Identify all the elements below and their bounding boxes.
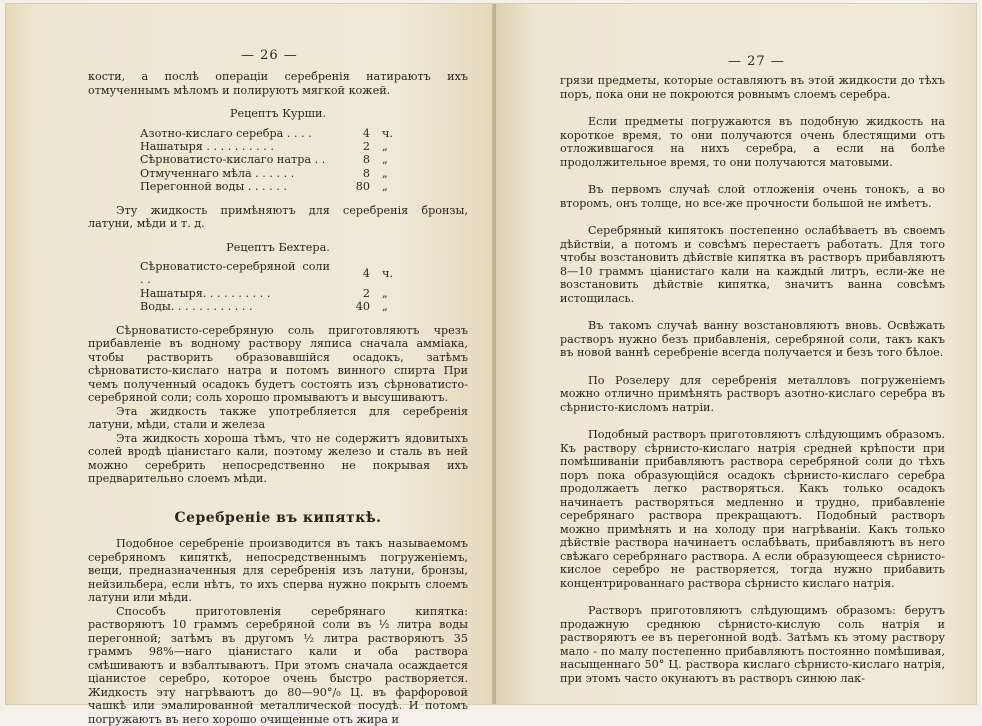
intro-paragraph: кости, а послѣ операціи серебренія натираютъ ихъ отмученнымъ мѣломъ и полируютъ мягкой кожей. bbox=[88, 70, 468, 97]
recipe-bekhter-table bbox=[140, 260, 402, 314]
recipe-row bbox=[140, 260, 402, 287]
ingredient-unit: „ bbox=[382, 286, 388, 300]
ingredient-unit: „ bbox=[382, 300, 388, 314]
paragraph: Если предметы погружаются въ подобную жидкость на короткое время, то они получаются очень блестящими отъ отложившагося на нихъ серебра, а если на болѣе продолжительное время, то они получаются матовыми. bbox=[560, 115, 945, 169]
left-page bbox=[6, 4, 496, 726]
paragraph: Растворъ приготовляютъ слѣдующимъ образомъ: берутъ продажную среднюю сѣрнисто-кислую соль натрія и растворяютъ ее въ перегонной водѣ. Затѣмъ къ этому раствору мало - по малу постепенно прибавляютъ постоянно помѣшивая, насыщеннаго 50° Ц. раствора кислаго сѣрнисто-кислаго натрія, при этомъ часто окунаютъ въ растворъ синюю лак- bbox=[560, 604, 945, 685]
paragraph: грязи предметы, которые оставляютъ въ этой жидкости до тѣхъ поръ, пока они не покроются ровнымъ слоемъ серебра. bbox=[560, 74, 945, 101]
ingredient-qty: 2 bbox=[362, 139, 370, 153]
ingredient-qty: 4 bbox=[362, 266, 370, 280]
ingredient-name: Сѣрноватисто-серебряной соли . . bbox=[140, 260, 330, 287]
page-number-left: — 26 — bbox=[241, 48, 298, 63]
recipe-kurshi-table bbox=[140, 127, 402, 194]
recipe-row bbox=[140, 180, 402, 193]
ingredient-name: Азотно-кислаго серебра . . . . bbox=[140, 126, 312, 140]
paragraph: Въ такомъ случаѣ ванну возстановляютъ вновь. Освѣжать растворъ нужно безъ прибавленія, серебряной соли, такъ какъ въ новой ваннѣ серебреніе всегда получается и безъ того бѣлое. bbox=[560, 319, 945, 359]
paragraph: Сѣрноватисто-серебряную соль приготовляютъ чрезъ прибавленіе въ водному раствору ляписа сначала аммiака, чтобы растворить образовавшійся осадокъ, затѣмъ сѣрноватисто-кислаго натра и потомъ винного спирта При чемъ полученный осадокъ будетъ состоять изъ сѣрноватисто-серебряной соли; соль хорошо промываютъ и высушиваютъ. bbox=[88, 323, 468, 405]
ingredient-unit: „ bbox=[382, 180, 388, 194]
ingredient-name: Воды. . . . . . . . . . . . bbox=[140, 300, 253, 314]
ingredient-qty: 4 bbox=[362, 126, 370, 140]
ingredient-name: Нашатыря . . . . . . . . . . bbox=[140, 139, 274, 153]
book-spread bbox=[6, 4, 976, 726]
recipe-row bbox=[140, 153, 402, 166]
ingredient-name: Перегонной воды . . . . . . bbox=[140, 180, 287, 194]
paragraph: Въ первомъ случаѣ слой отложенія очень тонокъ, а во второмъ, онъ толще, но все-же прочности большой не имѣетъ. bbox=[560, 183, 945, 210]
recipe-title-kurshi: Рецептъ Курши. bbox=[229, 107, 327, 120]
paragraph: Эта жидкость также употребляется для серебренія латуни, мѣди, стали и железа bbox=[88, 404, 468, 432]
ingredient-unit: „ bbox=[382, 139, 388, 153]
left-page-text bbox=[88, 70, 468, 726]
paragraph: Подобное серебреніе производится въ такъ называемомъ серебряномъ кипяткѣ, непосредственнымъ погруженіемъ, вещи, предназначенныя для серебренія изъ латуни, бронзы, нейзильбера, если нѣтъ, то ихъ сперва нужно покрыть слоемъ латуни или мѣди. bbox=[88, 537, 468, 605]
recipe-row bbox=[140, 127, 402, 140]
right-page-text bbox=[560, 74, 945, 685]
ingredient-name: Сѣрноватисто-кислаго натра . . bbox=[140, 153, 326, 167]
recipe-row bbox=[140, 167, 402, 180]
ingredient-name: Нашатыря. . . . . . . . . . bbox=[140, 286, 271, 300]
paragraph: По Розелеру для серебренія металловъ погруженіемъ можно отлично примѣнять растворъ азотно-кислаго серебра въ сѣрнисто-кисломъ натріи. bbox=[560, 373, 945, 414]
paragraph: Серебряный кипятокъ постепенно ослабѣваетъ въ своемъ дѣйствіи, а потомъ и совсѣмъ перестаетъ работать. Для того чтобы возстановить дѣйствіе кипятка въ растворъ прибавляютъ 8—10 граммъ ціанистаго кали на каждый литръ, если-же не возстановить дѣйствіе кипятка, значитъ ванна совсѣмъ истощилась. bbox=[560, 224, 945, 305]
ingredient-qty: 8 bbox=[362, 153, 370, 167]
ingredient-qty: 40 bbox=[355, 300, 370, 314]
ingredient-unit: ч. bbox=[382, 126, 393, 140]
ingredient-qty: 8 bbox=[362, 166, 370, 180]
recipe-kurshi-note: Эту жидкость примѣняютъ для серебренія бронзы, латуни, мѣди и т. д. bbox=[88, 203, 468, 231]
ingredient-qty: 80 bbox=[355, 180, 370, 194]
section-title: Серебреніе въ кипяткѣ. bbox=[174, 509, 382, 526]
ingredient-qty: 2 bbox=[362, 286, 370, 300]
recipe-row bbox=[140, 140, 402, 153]
ingredient-name: Отмученнаго мѣла . . . . . . bbox=[140, 166, 295, 180]
paragraph: Подобный растворъ приготовляютъ слѣдующимъ образомъ. Къ раствору сѣрнисто-кислаго натрія средней крѣпости при помѣшиваніи прибавляютъ раствора серебряной соли до тѣхъ поръ пока образующійся осадокъ сѣрнисто-кислаго серебра продолжаетъ легко растворяться. Какъ только осадокъ начинаетъ растворяться медленно и трудно, прибавленіе серебрянаго раствора прекращаютъ. Подобный растворъ можно примѣнять и на холоду при нагрѣваніи. Какъ только дѣйствіе раствора начинаетъ ослабѣвать, прибавляютъ въ него свѣжаго серебрянаго раствора. А если образующееся сѣрнисто-кислое серебро не растворяется, тогда нужно прибавить концентрированнаго раствора сѣрнисто кислаго натрія. bbox=[560, 428, 945, 590]
recipe-row bbox=[140, 287, 402, 300]
page-number-right: — 27 — bbox=[728, 54, 785, 69]
recipe-row bbox=[140, 300, 402, 313]
ingredient-unit: ч. bbox=[382, 266, 393, 280]
ingredient-unit: „ bbox=[382, 166, 388, 180]
paragraph: Эта жидкость хороша тѣмъ, что не содержитъ ядовитыхъ солей вродѣ ціанистаго кали, поэтому железо и сталь въ ней можно серебрить непосредственно не покрывая ихъ предварительно слоемъ мѣди. bbox=[88, 431, 468, 486]
ingredient-unit: „ bbox=[382, 153, 388, 167]
right-page bbox=[496, 4, 976, 704]
paragraph: Способъ приготовленія серебрянаго кипятка: растворяютъ 10 граммъ серебряной соли въ ½ литра воды перегонной; затѣмъ въ другомъ ½ литра растворяютъ 35 граммъ 98%—наго ціанистаго кали и оба раствора смѣшиваютъ и взбалтываютъ. При этомъ сначала осаждается ціанистое серебро, которое очень быстро растворяется. Жидкость эту нагрѣваютъ до 80—90°/₀ Ц. въ фарфоровой чашкѣ или эмалированной металлической посудѣ. И потомъ погружаютъ въ него хорошо очищенные отъ жира и bbox=[88, 604, 468, 726]
recipe-title-bekhter: Рецептъ Бехтера. bbox=[226, 240, 330, 254]
